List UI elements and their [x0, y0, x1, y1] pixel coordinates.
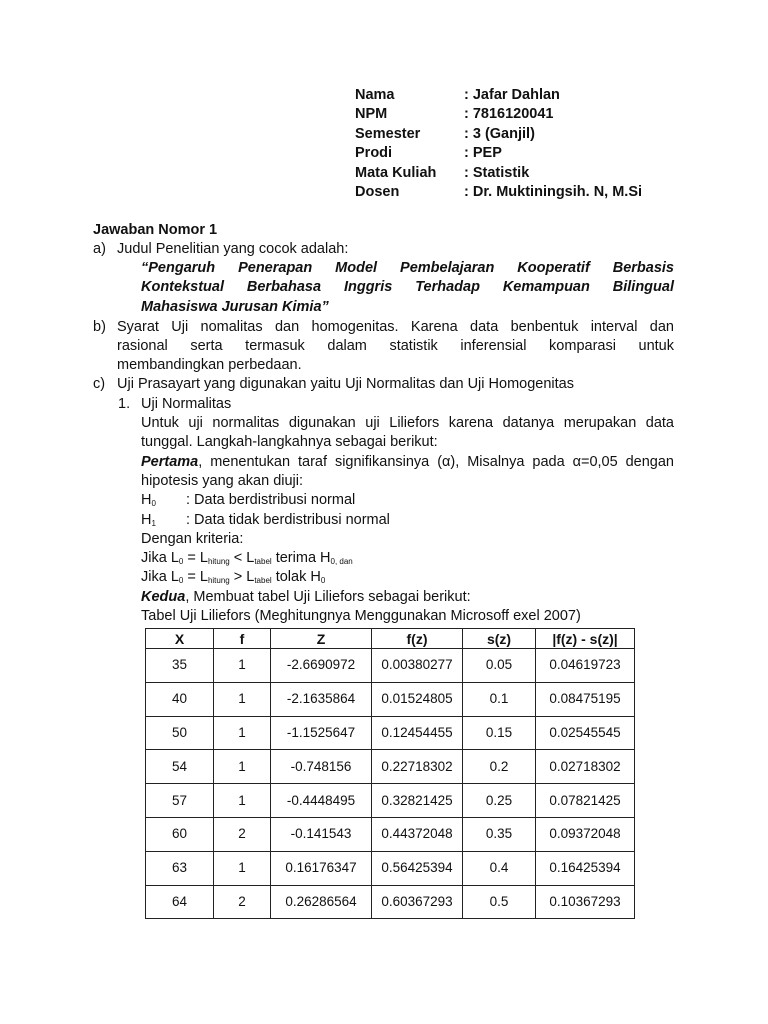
table-cell: 35: [146, 649, 214, 683]
table-cell: 0.12454455: [372, 716, 463, 750]
part-c-marker: c): [93, 376, 106, 392]
pertama-line-2: hipotesis yang akan diuji:: [141, 473, 304, 489]
table-row: [146, 784, 635, 818]
table-row: [146, 649, 635, 683]
liliefors-table: [145, 628, 635, 919]
table-cell: 2: [214, 885, 271, 919]
column-header: Z: [271, 629, 372, 649]
column-header: f(z): [372, 629, 463, 649]
table-cell: 1: [214, 750, 271, 784]
pertama-label: Pertama: [141, 454, 199, 470]
criteria-reject: Jika $L_0 = L_{hitung}$ ˃ $L_{tabel}$ tolak $H_0$: [141, 569, 326, 585]
research-title: [141, 259, 674, 317]
table-cell: 64: [146, 885, 214, 919]
table-cell: 50: [146, 716, 214, 750]
table-cell: 0.04619723: [536, 649, 635, 683]
table-caption: Tabel Uji Liliefors (Meghitungnya Menggunakan Microsoff exel 2007): [141, 608, 581, 624]
research-title-line: Kontekstual Berbahasa Inggris Terhadap Kemampuan Bilingual: [141, 279, 674, 296]
table-cell: 0.56425394: [372, 851, 463, 885]
table-cell: 60: [146, 817, 214, 851]
table-row: [146, 817, 635, 851]
table-cell: -2.1635864: [271, 682, 372, 716]
research-title-line: “Pengaruh Penerapan Model Pembelajaran Kooperatif Berbasis: [141, 260, 674, 276]
intro-line: Untuk uji normalitas digunakan uji Liliefors karena datanya merupakan data: [141, 415, 674, 431]
table-cell: 1: [214, 851, 271, 885]
table-cell: 0.02545545: [536, 716, 635, 750]
part-b-line: rasional serta termasuk dalam statistik inferensial komparasi untuk: [117, 338, 674, 354]
part-b-line: Syarat Uji nomalitas dan homogenitas. Karena data benbentuk interval dan: [117, 319, 674, 335]
column-header: f: [214, 629, 271, 649]
table-cell: 0.16425394: [536, 851, 635, 885]
table-cell: -0.141543: [271, 817, 372, 851]
column-header: s(z): [463, 629, 536, 649]
kedua-text: , Membuat tabel Uji Liliefors sebagai berikut:: [185, 589, 471, 605]
info-row-mata-kuliah: Mata Kuliah : Statistik: [355, 164, 530, 181]
table-cell: 1: [214, 784, 271, 818]
table-cell: -0.4448495: [271, 784, 372, 818]
table-cell: -1.1525647: [271, 716, 372, 750]
table-row: [146, 885, 635, 919]
table-cell: 0.01524805: [372, 682, 463, 716]
table-cell: 40: [146, 682, 214, 716]
table-cell: -0.748156: [271, 750, 372, 784]
table-cell: 0.60367293: [372, 885, 463, 919]
info-row-npm: NPM : 7816120041: [355, 106, 554, 123]
table-cell: 0.44372048: [372, 817, 463, 851]
table-cell: 0.09372048: [536, 817, 635, 851]
table-cell: 1: [214, 649, 271, 683]
column-header: X: [146, 629, 214, 649]
research-title-line: Mahasiswa Jurusan Kimia”: [141, 298, 329, 315]
student-info: [355, 86, 642, 202]
table-header-row: [146, 629, 635, 649]
kedua-line: [141, 588, 471, 607]
table-cell: 57: [146, 784, 214, 818]
table-cell: -2.6690972: [271, 649, 372, 683]
table-cell: 0.16176347: [271, 851, 372, 885]
hypothesis-h1: $H_1$ : Data tidak berdistribusi normal: [141, 512, 390, 528]
table-row: [146, 851, 635, 885]
answer-heading: Jawaban Nomor 1: [93, 222, 218, 238]
table-cell: 1: [214, 682, 271, 716]
table-cell: 54: [146, 750, 214, 784]
kedua-label: Kedua: [141, 589, 186, 605]
table-cell: 0.05: [463, 649, 536, 683]
table-cell: 63: [146, 851, 214, 885]
pertama-text: , menentukan taraf signifikansinya (α), Misalnya pada α=0,05 dengan: [198, 454, 674, 470]
table-cell: 1: [214, 716, 271, 750]
column-header: |f(z) - s(z)|: [536, 629, 635, 649]
table-cell: 0.26286564: [271, 885, 372, 919]
info-row-semester: Semester : 3 (Ganjil): [355, 125, 535, 142]
kriteria-label: Dengan kriteria:: [141, 531, 244, 547]
sub-item-marker: 1.: [118, 396, 131, 412]
table-cell: 0.4: [463, 851, 536, 885]
table-cell: 0.08475195: [536, 682, 635, 716]
info-row-prodi: Prodi : PEP: [355, 145, 502, 162]
intro-line: tunggal. Langkah-langkahnya sebagai berikut:: [141, 434, 438, 450]
table-row: [146, 716, 635, 750]
info-row-dosen: Dosen : Dr. Muktiningsih. N, M.Si: [355, 183, 643, 200]
hypothesis-h0: $H_0$ : Data berdistribusi normal: [141, 492, 356, 508]
table-cell: 0.35: [463, 817, 536, 851]
part-a-marker: a): [93, 241, 106, 257]
table-cell: 0.15: [463, 716, 536, 750]
table-cell: 0.5: [463, 885, 536, 919]
part-b-line: membandingkan perbedaan.: [117, 357, 302, 373]
part-b-marker: b): [93, 319, 106, 335]
table-cell: 2: [214, 817, 271, 851]
info-row-nama: Nama : Jafar Dahlan: [355, 87, 560, 103]
table-cell: 0.22718302: [372, 750, 463, 784]
table-cell: 0.10367293: [536, 885, 635, 919]
table-cell: 0.1: [463, 682, 536, 716]
table-cell: 0.32821425: [372, 784, 463, 818]
table-cell: 0.02718302: [536, 750, 635, 784]
table-row: [146, 682, 635, 716]
table-row: [146, 750, 635, 784]
part-c-text: Uji Prasayart yang digunakan yaitu Uji Normalitas dan Uji Homogenitas: [117, 376, 574, 392]
pertama-line: [141, 453, 674, 472]
table-cell: 0.07821425: [536, 784, 635, 818]
table-cell: 0.2: [463, 750, 536, 784]
part-a-text: Judul Penelitian yang cocok adalah:: [117, 241, 349, 257]
sub-item-title: Uji Normalitas: [141, 396, 232, 412]
table-cell: 0.00380277: [372, 649, 463, 683]
table-cell: 0.25: [463, 784, 536, 818]
criteria-accept: Jika $L_0 = L_{hitung} < L_{tabel}$ terima $H_{0, dan}$: [141, 550, 353, 566]
